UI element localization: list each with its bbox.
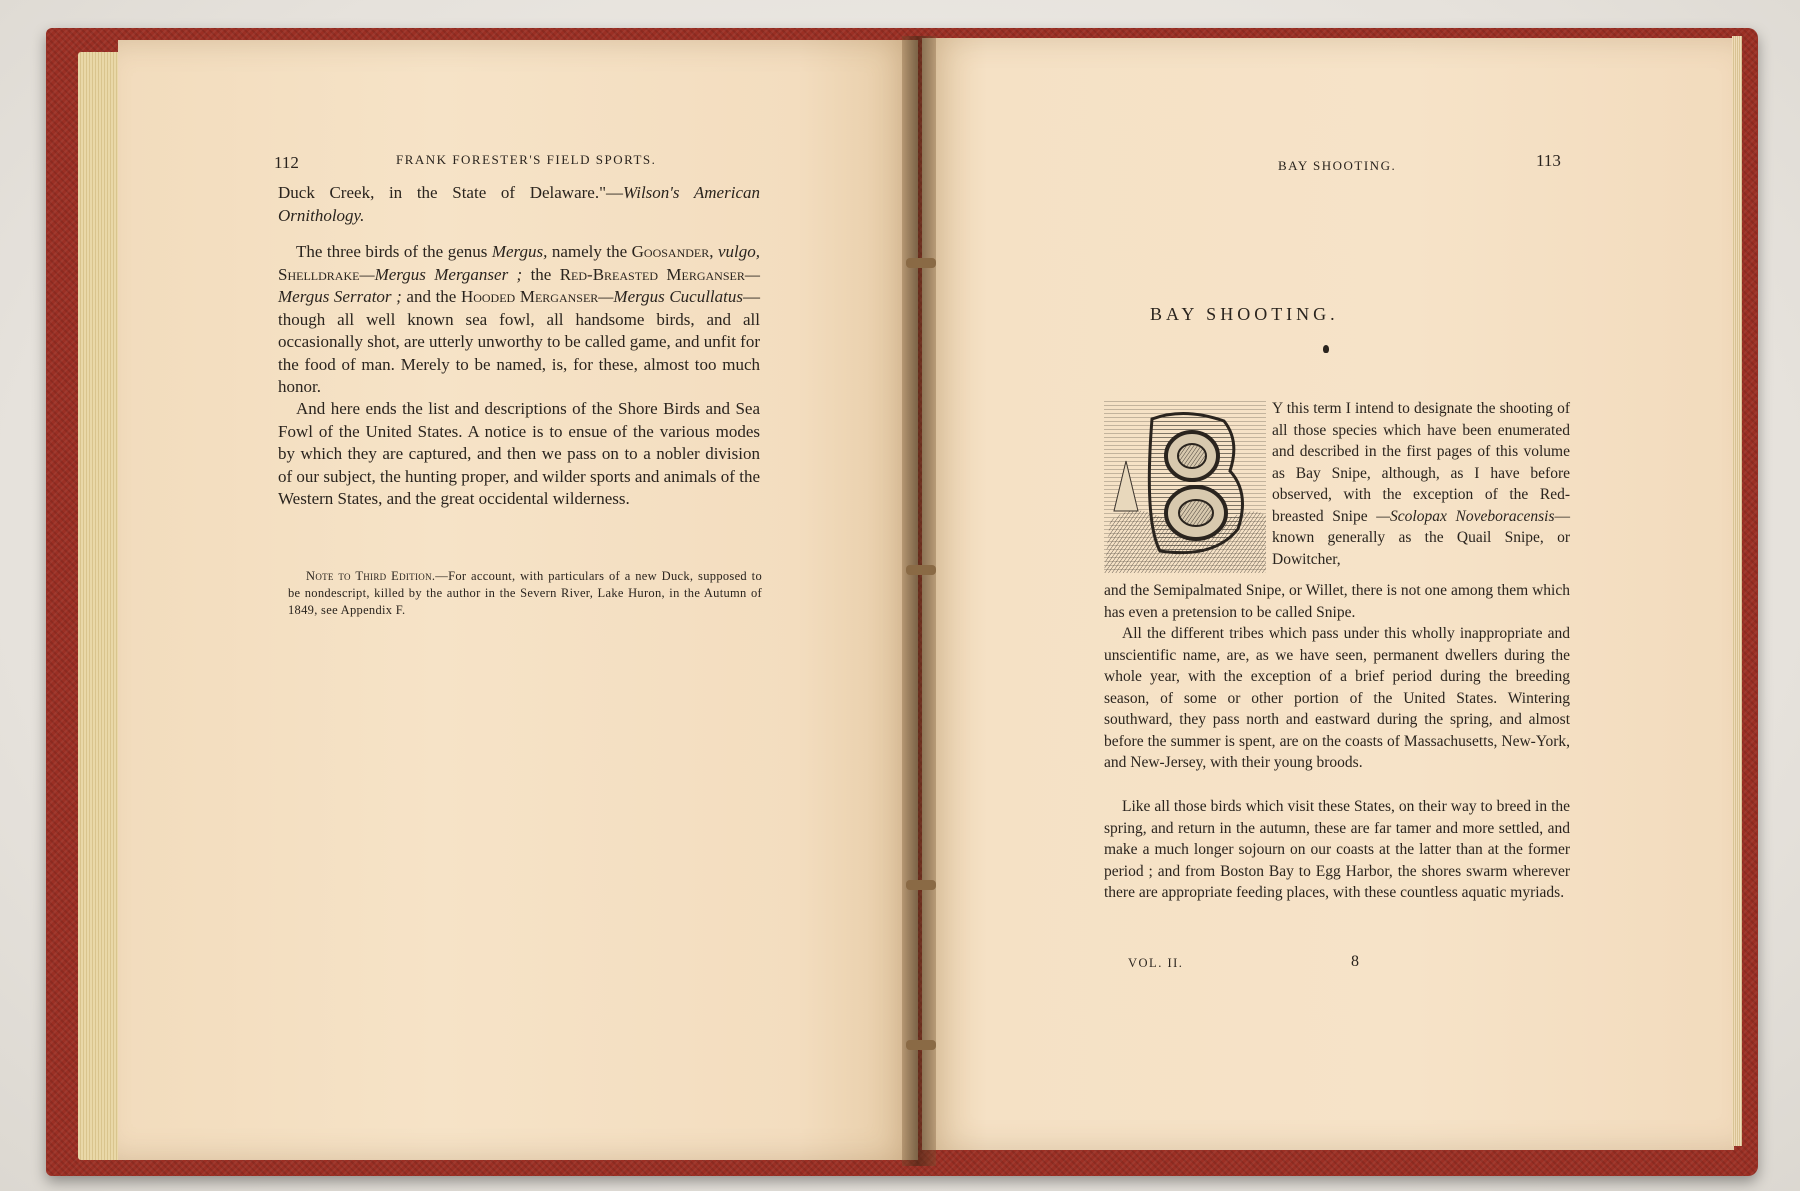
paragraph-opening-full: and the Semipalmated Snipe, or Willet, there is not one among them which has even a pretension to be called Snipe. xyxy=(1104,582,1570,621)
text-run: namely the xyxy=(547,242,632,261)
latin-term: vulgo, xyxy=(717,242,761,261)
latin-name: —Mergus Serrator ; xyxy=(278,264,760,306)
paragraph-ends-list: And here ends the list and descriptions of the Shore Birds and Sea Fowl of the United States. A notice is to ensue of the various modes by which they are captured, and then we pass on to a nobler division of our subject, the hunting proper, and wilder sports and animals of the Western States, and the great occidental wilderness. xyxy=(278,399,760,508)
citation: Wilson's American Ornithology. xyxy=(278,183,760,225)
text-run: and the xyxy=(401,287,461,306)
bird-name: Goosander, xyxy=(631,242,714,261)
bird-name: Red-Breasted Merganser xyxy=(559,264,745,284)
opening-text: Y this term I intend to designate the shooting of all those species which have been enumerated and described in the first pages of this volume as Bay Snipe, although, as I have before observed, with the exception of the Red-breasted Snipe xyxy=(1272,400,1570,525)
text-run: —though all well known sea fowl, all handsome birds, and all occasionally shot, are utterly unworthy to be called game, and unfit for the food of man. Merely to be named, is, for these, almost too much honor. xyxy=(278,287,760,396)
genus-name: Mergus, xyxy=(491,242,548,261)
continuation-text: Duck Creek, in the State of Delaware."— xyxy=(278,183,624,202)
page-number-right: 113 xyxy=(1536,151,1561,170)
binding-stitch xyxy=(906,258,936,268)
continuation-line xyxy=(278,182,760,227)
text-run: The three birds of the genus xyxy=(296,242,492,261)
signature-volume: VOL. II. xyxy=(1128,956,1184,970)
dropcap-engraving xyxy=(1104,401,1266,573)
footnote-text: —For account, with particulars of a new Duck, supposed to be nondescript, killed by the author in the Severn River, Lake Huron, in the Autumn of 1849, see Appendix F. xyxy=(288,569,762,617)
binding-stitch xyxy=(906,880,936,890)
ornament-dot xyxy=(1323,345,1329,353)
book-gutter xyxy=(902,36,936,1166)
footnote-label: Note to Third Edition. xyxy=(306,569,436,583)
latin-name: —Mergus Merganser ; xyxy=(359,264,523,284)
bird-name: Shelldrake xyxy=(278,264,360,284)
paragraph-opening-wrapped xyxy=(1272,398,1570,570)
page-number-left: 112 xyxy=(274,153,299,172)
latin-name: —Scolopax Noveboracensis xyxy=(1376,507,1555,525)
bird-name: Hooded Merganser xyxy=(460,287,599,306)
paragraph-mergus xyxy=(278,241,760,399)
footnote xyxy=(288,568,762,619)
chapter-title: BAY SHOOTING. xyxy=(1150,304,1339,324)
binding-stitch xyxy=(906,565,936,575)
paragraph-tribes: All the different tribes which pass under this wholly inappropriate and unscientific name, are, as we have seen, permanent dwellers during the whole year, with the exception of a brief period during the breeding season, of some or other portion of the United States. Wintering southward, they pass north and eastward during the spring, and almost before the summer is spent, are on the coasts of Massachusetts, New-York, and New-Jersey, with their young broods. xyxy=(1104,625,1570,771)
running-head-right: BAY SHOOTING. xyxy=(1278,158,1397,173)
page-edges-right xyxy=(1732,36,1742,1146)
running-head-left: FRANK FORESTER'S FIELD SPORTS. xyxy=(396,152,657,167)
text-run: the xyxy=(522,264,560,284)
binding-stitch xyxy=(906,1040,936,1050)
paragraph-birds-visit: Like all those birds which visit these States, on their way to breed in the spring, and return in the autumn, these are far tamer and more settled, and make a much longer sojourn on our coasts at the latter than at the former period ; and from Boston Bay to Egg Harbor, the shores swarm wherever there are appropriate feeding places, with these countless aquatic myriads. xyxy=(1104,798,1570,901)
opening-text-cont: —known generally as the Quail Snipe, or Dowitcher, xyxy=(1272,507,1571,568)
latin-name: —Mergus Cucullatus xyxy=(598,287,743,306)
signature-mark: 8 xyxy=(1351,953,1359,970)
